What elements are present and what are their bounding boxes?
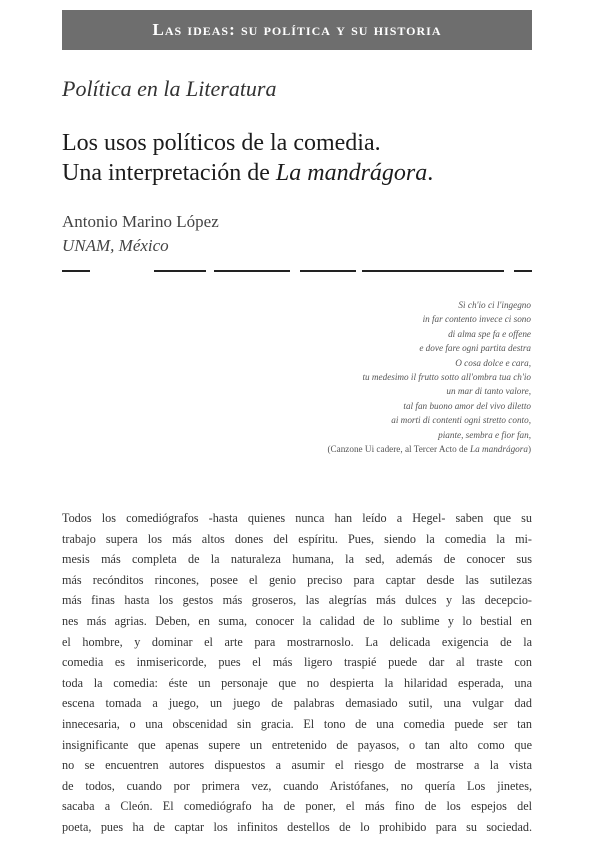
body-line: más recónditos rincones, posee el genio preciso para captar desde las sutilezas [62, 572, 532, 587]
body-line: de todos, cuando por primera vez, cuando Aristófanes, no quería Los jinetes, [62, 778, 532, 793]
separator-rule [62, 270, 532, 274]
author-name: Antonio Marino López [62, 212, 219, 231]
article-title-line-2-prefix: Una interpretación de [62, 160, 276, 186]
epigraph-line: O cosa dolce e cara, [455, 357, 531, 368]
article-title-line-1: Los usos políticos de la comedia. [62, 130, 381, 156]
body-line: comedia es inmisericorde, pues el más ligero traspié puede dar al traste con [62, 655, 532, 670]
article-title-line-2-suffix: . [427, 160, 434, 186]
epigraph-line: e dove fare ogni partita destra [419, 343, 531, 354]
epigraph-line: Sì ch'io ci l'ingegno [458, 300, 531, 310]
body-line: sacaba a Cleón. El comediógrafo ha de poner, el más fino de los espejos del [62, 799, 532, 814]
epigraph-source-work: La mandrágora [469, 444, 528, 455]
body-line: el hombre, y dominar el arte para mostrarnoslo. La delicada exigencia de la [62, 634, 532, 649]
author-block [62, 210, 219, 258]
section-label: Política en la Literatura [62, 76, 277, 101]
body-line: mesis más completa de la naturaleza humana, la sed, además de conocer sus [62, 552, 532, 567]
epigraph-line: in far contento invece ci sono [422, 314, 531, 325]
body-line: trabajo supera los más altos dones del espíritu. Pues, siendo la comedia la mi- [62, 531, 532, 546]
body-line: más finas hasta los gestos más groseros, las alegrías más dulces y las decepcio- [62, 593, 532, 608]
rule-segment [154, 270, 206, 272]
rule-segment [62, 270, 90, 272]
body-line: poeta, pues ha de captar los infinitos destellos de lo prohibido para su sociedad. [62, 819, 532, 834]
body-line: escena tomada a juego, un juego de palabras demasiado sutil, una vulgar dad [62, 696, 532, 711]
body-line: nes más agrias. Deben, en suma, conocer la calidad de lo sublime y lo bestial en [62, 613, 532, 628]
author-affiliation: UNAM, México [62, 236, 169, 255]
body-line: toda la comedia: éste un personaje que no despierta la hilaridad esperada, una [62, 675, 532, 690]
epigraph-line: tu medesimo il frutto sotto all'ombra tua ch'io [362, 372, 531, 383]
body-line: insignificante que apenas supere un entretenido de payasos, o tan alto como que [62, 737, 532, 752]
rule-segment [300, 270, 356, 272]
body-line: no se encuentren autores dispuestos a asumir el riesgo de mostrarse a la vista [62, 758, 532, 773]
rule-segment [362, 270, 504, 272]
epigraph [201, 298, 531, 456]
epigraph-line: tal fan buono amor del vivo diletto [403, 400, 531, 411]
article-title-work: La mandrágora [275, 160, 428, 186]
article-title [62, 128, 532, 188]
article-title-line-2 [62, 158, 532, 188]
rule-segment [514, 270, 532, 272]
running-header [62, 10, 532, 50]
body-line: innecesaria, o una obscenidad sin gracia. El tono de una comedia puede ser tan [62, 716, 532, 731]
running-header-title: Las ideas: su política y su historia [152, 20, 442, 39]
epigraph-source-suffix: ) [527, 444, 531, 455]
epigraph-source [201, 442, 531, 456]
body-paragraph [62, 508, 532, 838]
epigraph-source-prefix: (Canzone Ui cadere, al Tercer Acto de [327, 444, 470, 455]
epigraph-line: un mar di tanto valore, [446, 386, 531, 397]
epigraph-line: di alma spe fa e offene [448, 328, 531, 339]
rule-segment [214, 270, 290, 272]
epigraph-line: ai morti di contenti ogni stretto conto, [391, 415, 531, 426]
body-line: Todos los comediógrafos -hasta quienes nunca han leído a Hegel- saben que su [62, 511, 532, 525]
epigraph-line: piante, sembra e fior fan, [438, 429, 531, 440]
